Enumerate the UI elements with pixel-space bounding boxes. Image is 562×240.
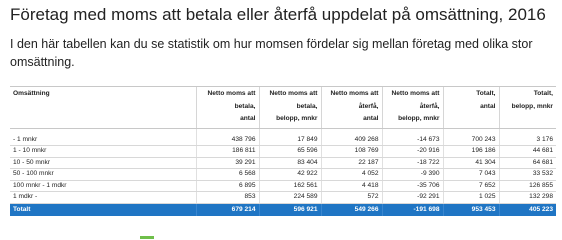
header-line: antal [240,115,256,122]
row-label: 100 mnkr - 1 mdkr [10,180,196,192]
table-cell: -18 722 [382,157,443,169]
table-cell: 42 922 [259,169,321,181]
table-cell: 162 561 [259,180,321,192]
intro-text: I den här tabellen kan du se statistik om hur momsen fördelar sig mellan företag med olika stor omsättning. [10,37,533,69]
column-header-betala-antal[interactable] [196,87,259,129]
table-header-row [10,87,556,129]
header-line: återfå, [358,102,379,110]
table-cell: 39 291 [196,157,259,169]
column-header-totalt-antal[interactable] [443,87,499,129]
table-cell: 6 568 [196,169,259,181]
total-cell: 596 921 [259,204,321,217]
row-label: 1 mdkr - [10,192,196,204]
table-cell: 22 187 [321,157,382,169]
table-cell: 196 186 [443,146,499,158]
table-cell: 83 404 [259,157,321,169]
table-cell: 186 811 [196,146,259,158]
total-cell: 679 214 [196,204,259,217]
header-line: belopp, mnkr [511,102,553,110]
total-label: Totalt [10,204,196,217]
table-row [10,135,556,146]
table-cell: 7 652 [443,180,499,192]
column-header-omsattning[interactable] [10,87,196,129]
table-cell: 41 304 [443,157,499,169]
page-title: Företag med moms att betala eller återfå uppdelat på omsättning, 2016 [10,5,546,24]
table-cell: 108 769 [321,146,382,158]
total-cell: 953 453 [443,204,499,217]
row-label: - 1 mnkr [10,135,196,146]
row-label: 50 - 100 mnkr [10,169,196,181]
scrollbar-thumb[interactable] [140,236,154,239]
table-cell: 6 895 [196,180,259,192]
table-cell: 3 176 [499,135,556,146]
header-line: Omsättning [13,90,50,97]
row-label: 1 - 10 mnkr [10,146,196,158]
table-cell: 1 025 [443,192,499,204]
table-row [10,192,556,204]
table-cell: 7 043 [443,169,499,181]
header-line: antal [363,115,379,122]
table-row [10,146,556,158]
header-line: Netto moms att [269,90,318,97]
table-cell: 132 298 [499,192,556,204]
header-line: Totalt, [533,90,553,97]
header-line: Netto moms att [391,90,440,97]
table-cell: -35 706 [382,180,443,192]
column-header-aterfa-belopp[interactable] [382,87,443,129]
header-line: Totalt, [476,90,496,97]
table-cell: 33 532 [499,169,556,181]
header-line: belopp, mnkr [398,115,440,122]
table-cell: 4 418 [321,180,382,192]
table-row [10,180,556,192]
row-label: 10 - 50 mnkr [10,157,196,169]
table-cell: 4 052 [321,169,382,181]
total-cell: 405 223 [499,204,556,217]
table-cell: 700 243 [443,135,499,146]
table-cell: 572 [321,192,382,204]
header-line: betala, [296,102,318,110]
table-cell: 17 849 [259,135,321,146]
header-line: belopp, mnkr [276,115,318,122]
table-cell: -92 291 [382,192,443,204]
total-cell: 549 266 [321,204,382,217]
table-row [10,157,556,169]
header-line: Netto moms att [207,90,256,97]
column-header-betala-belopp[interactable] [259,87,321,129]
total-cell: -191 698 [382,204,443,217]
table-cell: 224 589 [259,192,321,204]
table-cell: -14 673 [382,135,443,146]
table-cell: 126 855 [499,180,556,192]
table-cell: 65 596 [259,146,321,158]
table-cell: -20 916 [382,146,443,158]
column-header-aterfa-antal[interactable] [321,87,382,129]
header-line: återfå, [419,102,440,110]
column-header-totalt-belopp[interactable] [499,87,556,129]
table-cell: 438 796 [196,135,259,146]
header-line: betala, [234,102,256,110]
statistics-table [10,86,556,216]
table-cell: -9 390 [382,169,443,181]
table-cell: 64 681 [499,157,556,169]
header-line: antal [480,102,496,110]
table-row [10,169,556,181]
table-cell: 409 268 [321,135,382,146]
header-line: Netto moms att [330,90,379,97]
total-row [10,204,556,217]
table-cell: 853 [196,192,259,204]
table-cell: 44 681 [499,146,556,158]
